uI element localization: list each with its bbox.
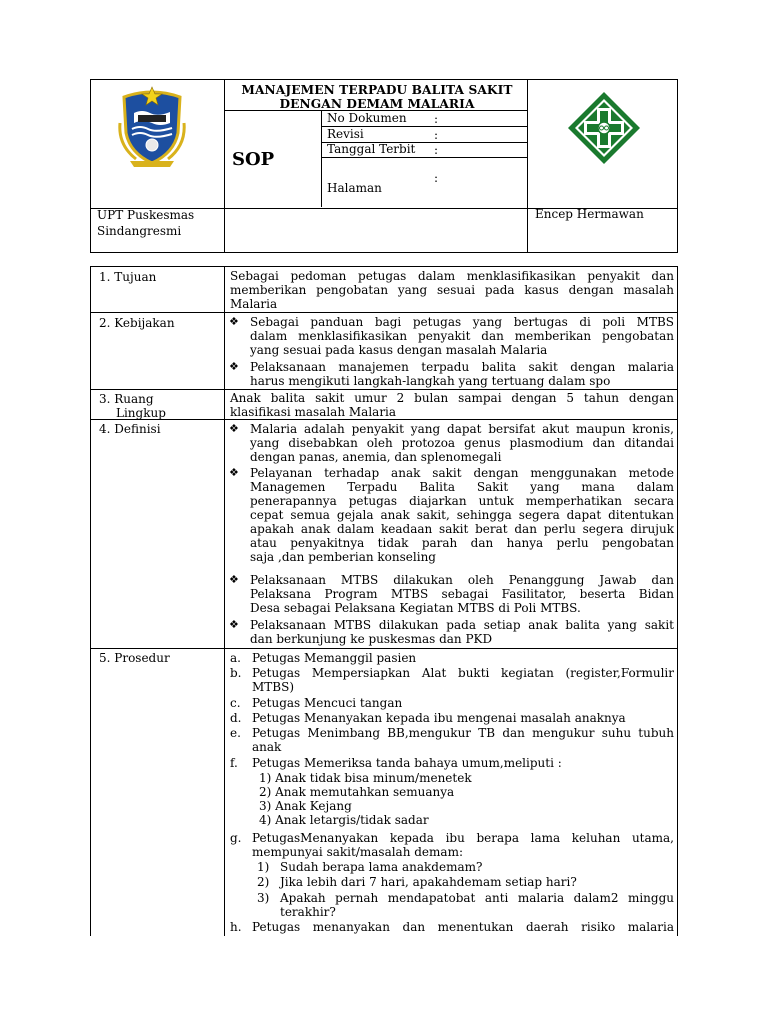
text-line: Sebagai pedoman petugas dalam menklasifikasikan penyakit dan	[230, 269, 674, 283]
table-row-divider	[91, 648, 677, 649]
diamond-bullet-icon: ❖	[229, 573, 239, 586]
text-line: cepat semua gejala anak sakit, sehingga segera dapat ditentukan	[250, 508, 674, 522]
text-line: memberikan pengobatan yang sesuai pada kasus dengan masalah	[230, 283, 674, 297]
list-item: 4) Anak letargis/tidak sadar	[259, 813, 429, 827]
institution-name	[97, 207, 194, 239]
prosedur-step-h	[252, 920, 674, 934]
doc-number-value: :	[434, 112, 439, 126]
text-line: Petugas Memeriksa tanda bahaya umum,meliputi :	[252, 756, 562, 770]
prosedur-step-g	[252, 831, 674, 859]
list-item: 1) Anak tidak bisa minum/menetek	[259, 771, 472, 785]
page-value: :	[434, 171, 439, 185]
text-line: saja ,dan pemberian konseling	[250, 550, 436, 564]
text-line: penerapannya petugas diajarkan untuk memperhatikan secara	[250, 494, 674, 508]
text-line: Pelayanan terhadap anak sakit dengan menggunakan metode	[250, 466, 674, 480]
definisi-item-3	[250, 573, 674, 615]
text-line: Malaria	[230, 297, 278, 311]
list-item: 3) Anak Kejang	[259, 799, 352, 813]
prosedur-step-b	[252, 666, 674, 694]
definisi-item-1	[250, 422, 674, 464]
tujuan-label: 1. Tujuan	[99, 270, 157, 284]
step-marker: c.	[230, 696, 241, 710]
text-line: Sebagai panduan bagi petugas yang bertugas di poli MTBS	[250, 315, 674, 329]
doc-number-label: No Dokumen	[327, 111, 407, 125]
text-line: Managemen Terpadu Balita Sakit yang mana dalam	[250, 480, 674, 494]
text-line: terakhir?	[280, 905, 336, 919]
text-line: Petugas Menanyakan kepada ibu mengenai masalah anaknya	[252, 711, 626, 725]
text-line: Jika lebih dari 7 hari, apakahdemam setiap hari?	[280, 875, 577, 889]
puskesmas-cross-icon	[566, 90, 642, 166]
text-line: yang disebabkan oleh protozoa genus plasmodium dan ditandai	[250, 436, 674, 450]
diamond-bullet-icon: ❖	[229, 422, 239, 435]
text-line: Petugas menanyakan dan menentukan daerah risiko malaria	[252, 920, 674, 934]
page-label: Halaman	[327, 181, 382, 195]
diamond-bullet-icon: ❖	[229, 315, 239, 328]
list-item: 2) Anak memutahkan semuanya	[259, 785, 455, 799]
ruang-lingkup-label-line-1: 3. Ruang	[99, 392, 154, 406]
step-marker: f.	[230, 756, 238, 770]
question-item-3	[280, 891, 674, 919]
text-line: dengan panas, anemia, dan splenomegali	[250, 450, 502, 464]
sop-label: SOP	[232, 149, 275, 170]
issue-date-label: Tanggal Terbit	[327, 142, 416, 156]
text-line: Pelaksanaan MTBS dilakukan pada setiap anak balita yang sakit	[250, 618, 674, 632]
tujuan-text	[230, 269, 674, 311]
diamond-bullet-icon: ❖	[229, 360, 239, 373]
step-marker: e.	[230, 726, 241, 740]
sub-step-marker: 2)	[257, 875, 270, 889]
issue-date-value: :	[434, 143, 439, 157]
regency-emblem-icon	[116, 83, 188, 168]
prosedur-step-e	[252, 726, 674, 754]
prosedur-step-d	[252, 711, 674, 725]
diamond-bullet-icon: ❖	[229, 618, 239, 631]
text-line: anak	[252, 740, 282, 754]
text-line: Pelaksana Program MTBS sebagai Fasilitator, beserta Bidan	[250, 587, 674, 601]
step-marker: d.	[230, 711, 242, 725]
text-line: mempunyai sakit/masalah demam:	[252, 845, 463, 859]
diamond-bullet-icon: ❖	[229, 466, 239, 479]
table-row-divider	[91, 389, 677, 390]
header-divider	[321, 110, 322, 207]
document-title-line-1: MANAJEMEN TERPADU BALITA SAKIT	[241, 83, 513, 97]
text-line: Desa sebagai Pelaksana Kegiatan MTBS di Poli MTBS.	[250, 601, 581, 615]
step-marker: a.	[230, 651, 241, 665]
kebijakan-item-2	[250, 360, 674, 388]
text-line: yang sesuai pada kasus dengan masalah Malaria	[250, 343, 548, 357]
question-item-2	[280, 875, 674, 889]
text-line: MTBS)	[252, 680, 295, 694]
ruang-lingkup-label	[99, 392, 166, 420]
ruang-lingkup-label-line-2: Lingkup	[116, 406, 166, 420]
text-line: Malaria adalah penyakit yang dapat bersifat akut maupun kronis,	[250, 422, 674, 436]
header-divider	[224, 80, 225, 252]
text-line: apakah anak dalam keadaan sakit berat dan perlu segera dirujuk	[250, 522, 674, 536]
text-line: Petugas Mencuci tangan	[252, 696, 403, 710]
prosedur-step-f	[252, 756, 674, 770]
step-marker: b.	[230, 666, 242, 680]
prosedur-label: 5. Prosedur	[99, 651, 170, 665]
step-marker: h.	[230, 920, 242, 934]
danger-signs-list	[259, 771, 669, 827]
text-line: Anak balita sakit umur 2 bulan sampai dengan 5 tahun dengan	[230, 391, 674, 405]
institution-line-2: Sindangresmi	[97, 224, 182, 238]
table-row-divider	[91, 312, 677, 313]
text-line: atau penyakitnya tidak parah dan hanya perlu pengobatan	[250, 536, 674, 550]
text-line: dan berkunjung ke puskesmas dan PKD	[250, 632, 493, 646]
text-line: Petugas Mempersiapkan Alat bukti kegiatan (register,Formulir	[252, 666, 674, 680]
definisi-item-4	[250, 618, 674, 646]
text-line: Apakah pernah mendapatobat anti malaria dalam2 minggu	[280, 891, 674, 905]
table-column-divider	[224, 267, 225, 936]
ruang-lingkup-text	[230, 391, 674, 419]
text-line: PetugasMenanyakan kepada ibu berapa lama keluhan utama,	[252, 831, 674, 845]
revision-label: Revisi	[327, 127, 364, 141]
text-line: harus mengikuti langkah-langkah yang tertuang dalam spo	[250, 374, 611, 388]
definisi-item-2	[250, 466, 674, 564]
text-line: klasifikasi masalah Malaria	[230, 405, 397, 419]
text-line: Petugas Memanggil pasien	[252, 651, 417, 665]
sop-content-table	[90, 266, 678, 936]
definisi-label: 4. Definisi	[99, 422, 161, 436]
header-divider	[527, 80, 528, 252]
text-line: Sudah berapa lama anakdemam?	[280, 860, 483, 874]
sub-step-marker: 3)	[257, 891, 270, 905]
sop-header-table	[90, 79, 678, 253]
kebijakan-label: 2. Kebijakan	[99, 316, 175, 330]
prosedur-step-c	[252, 696, 674, 710]
text-line: dalam menklasifikasikan penyakit dan memberikan pengobatan	[250, 329, 674, 343]
header-divider	[321, 157, 527, 158]
institution-line-1: UPT Puskesmas	[97, 208, 195, 222]
kebijakan-item-1	[250, 315, 674, 357]
text-line: Petugas Menimbang BB,mengukur TB dan mengukur suhu tubuh	[252, 726, 674, 740]
sub-step-marker: 1)	[257, 860, 270, 874]
document-title	[227, 83, 527, 111]
revision-value: :	[434, 128, 439, 142]
head-of-puskesmas-name: Encep Hermawan	[535, 207, 644, 221]
prosedur-step-a	[252, 651, 674, 665]
step-marker: g.	[230, 831, 242, 845]
table-row-divider	[91, 419, 677, 420]
question-item-1	[280, 860, 674, 874]
document-title-line-2: DENGAN DEMAM MALARIA	[279, 97, 475, 111]
text-line: Pelaksanaan manajemen terpadu balita sakit dengan malaria	[250, 360, 674, 374]
text-line: Pelaksanaan MTBS dilakukan oleh Penanggung Jawab dan	[250, 573, 674, 587]
